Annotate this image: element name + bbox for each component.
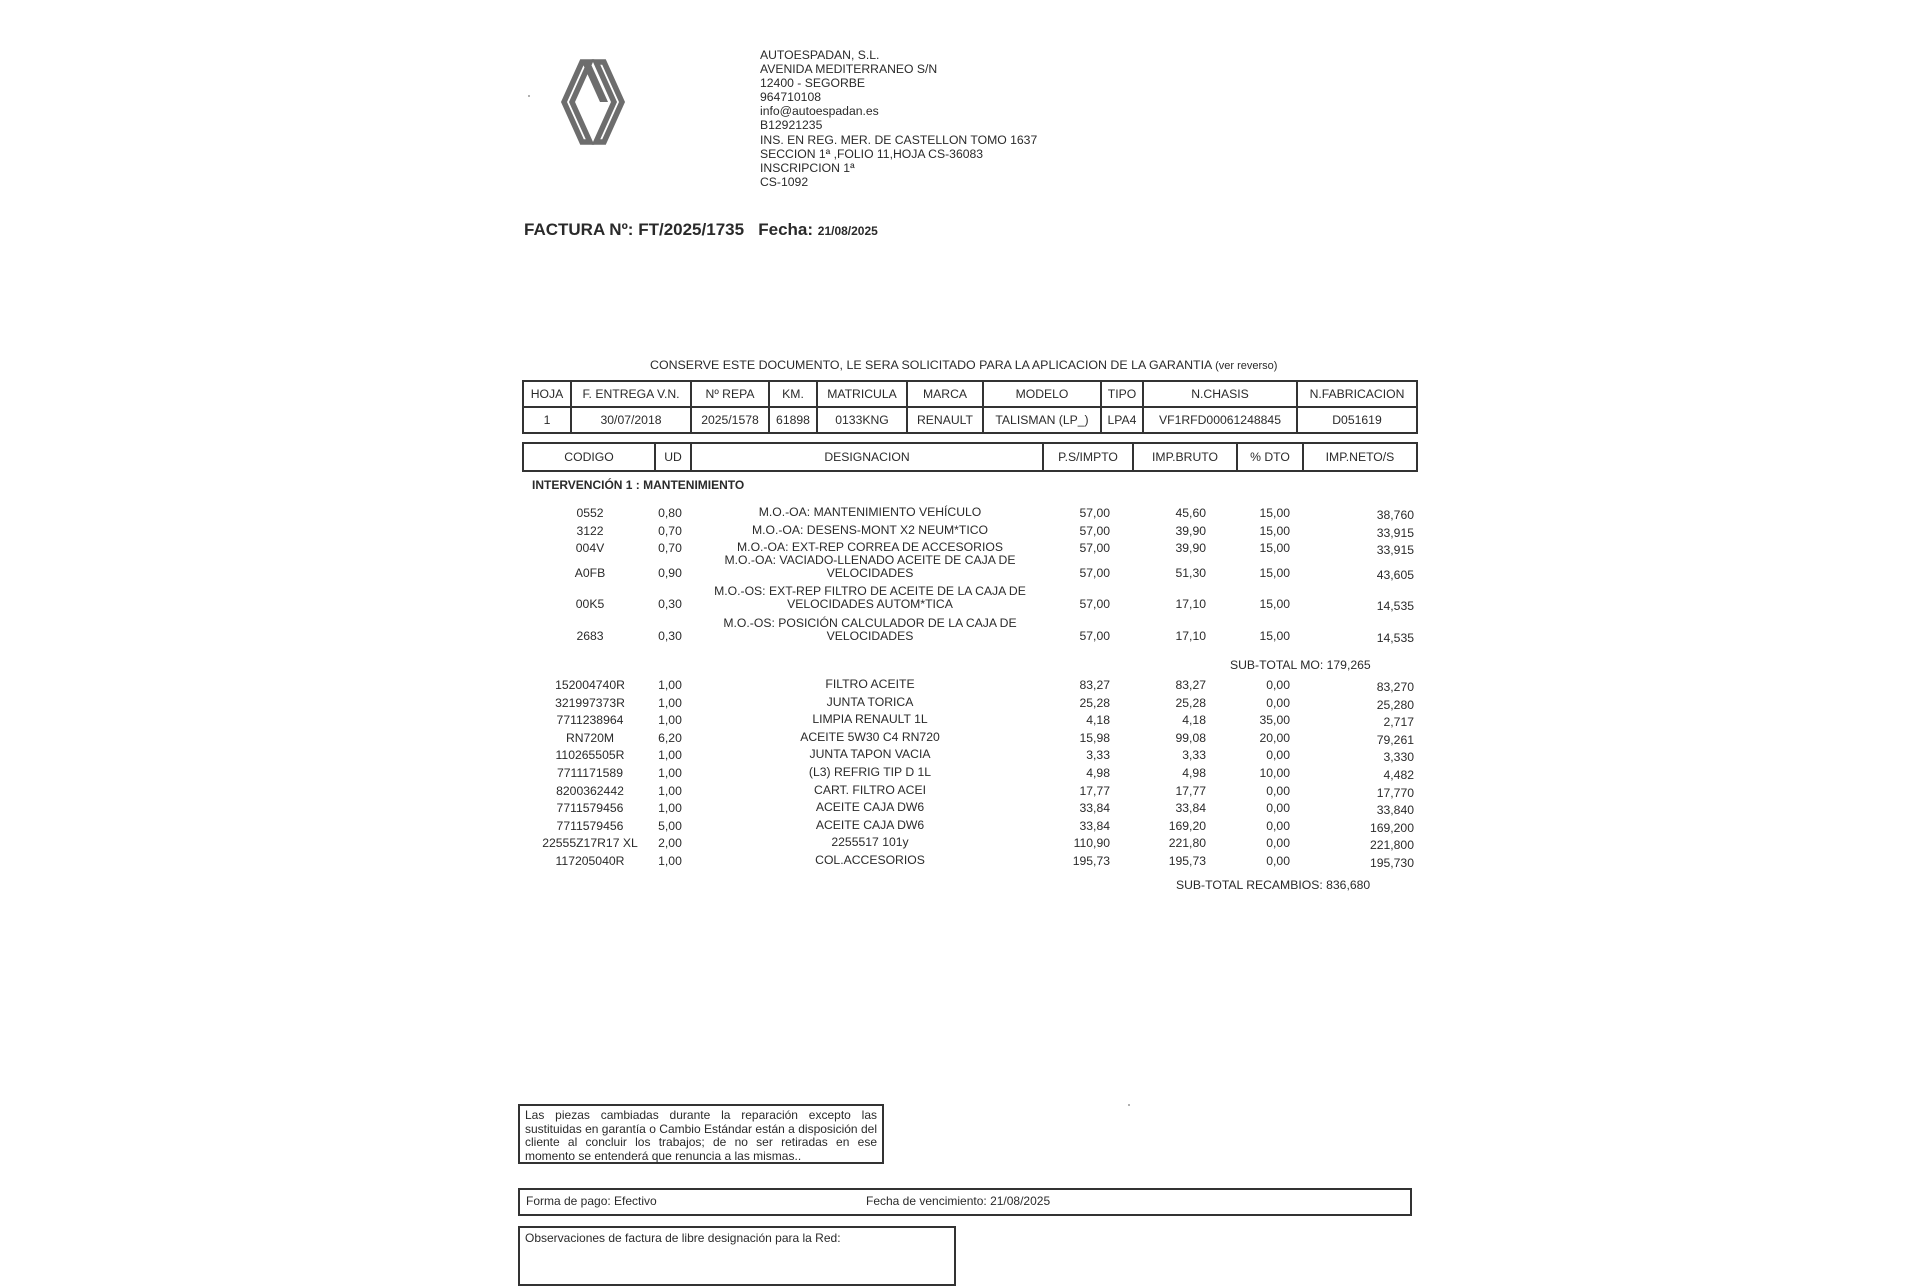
- line-designation-1: M.O.-OA: VACIADO-LLENADO ACEITE DE CAJA DE: [724, 553, 1016, 567]
- line-net: 38,760: [1376, 508, 1414, 522]
- line-discount: 0,00: [1266, 695, 1290, 710]
- line-code: 7711579456: [556, 801, 624, 816]
- line-net: 3,330: [1383, 750, 1414, 765]
- line-discount: 0,00: [1266, 818, 1290, 833]
- line-code: 110265505R: [555, 748, 625, 763]
- line-code: 8200362442: [556, 783, 624, 798]
- line-units: 0,30: [658, 629, 682, 643]
- line-discount: 15,00: [1259, 629, 1290, 643]
- line-price: 4,18: [1086, 713, 1110, 728]
- line-gross: 83,27: [1175, 678, 1206, 692]
- line-designation: [700, 617, 1040, 643]
- scan-speck: [1128, 1104, 1130, 1106]
- vehicle-table-header: [523, 381, 1417, 407]
- vehicle-table-row: [523, 407, 1417, 433]
- vehicle-cell: RENAULT: [907, 407, 983, 433]
- line-units: 0,70: [658, 541, 682, 555]
- line-gross: 17,10: [1175, 597, 1206, 611]
- vehicle-header-cell: KM.: [769, 381, 817, 407]
- vehicle-cell: LPA4: [1101, 407, 1143, 433]
- company-code: CS-1092: [760, 174, 809, 189]
- line-discount: 15,00: [1259, 597, 1290, 611]
- line-designation: [700, 554, 1040, 580]
- line-code: 7711171589: [557, 766, 623, 780]
- line-units: 1,00: [658, 678, 682, 692]
- vehicle-table: [522, 380, 1418, 434]
- line-units: 0,70: [658, 524, 682, 538]
- vehicle-cell: 61898: [769, 407, 817, 433]
- line-gross: 17,10: [1175, 629, 1206, 643]
- vehicle-cell: 1: [523, 407, 571, 433]
- line-net: 4,482: [1383, 768, 1414, 782]
- company-section: SECCION 1ª ,FOLIO 11,HOJA CS-36083: [760, 146, 984, 161]
- payment-due-date: Fecha de vencimiento: 21/08/2025: [866, 1194, 1051, 1208]
- line-net: 17,770: [1376, 785, 1414, 800]
- line-gross: 195,73: [1168, 854, 1206, 868]
- line-discount: 0,00: [1266, 801, 1290, 816]
- line-price: 33,84: [1079, 801, 1110, 816]
- line-discount: 15,00: [1259, 566, 1290, 580]
- line-units: 1,00: [658, 695, 682, 710]
- line-gross: 4,98: [1182, 766, 1206, 780]
- invoice-number: FT/2025/1735: [638, 220, 745, 239]
- line-net: 169,200: [1369, 820, 1414, 835]
- line-designation: ACEITE CAJA DW6: [815, 800, 925, 815]
- line-net: 43,605: [1376, 568, 1414, 582]
- line-net: 14,535: [1376, 631, 1414, 645]
- line-price: 15,98: [1079, 730, 1110, 745]
- line-discount: 15,00: [1259, 524, 1290, 538]
- line-discount: 0,00: [1266, 783, 1290, 798]
- line-designation-1: M.O.-OS: POSICIÓN CALCULADOR DE LA CAJA DE: [723, 616, 1017, 630]
- line-discount: 0,00: [1266, 678, 1290, 692]
- section-title: INTERVENCIÓN 1 : MANTENIMIENTO: [532, 478, 745, 492]
- line-code: 7711238964: [556, 713, 624, 728]
- payment-method: Forma de pago: Efectivo: [526, 1194, 657, 1208]
- line-discount: 15,00: [1259, 541, 1290, 555]
- line-code: 117205040R: [555, 854, 625, 868]
- vehicle-cell: D051619: [1297, 407, 1417, 433]
- line-net: 195,730: [1369, 856, 1414, 870]
- company-phone: 964710108: [760, 90, 822, 105]
- subtotal-parts: SUB-TOTAL RECAMBIOS: 836,680: [1176, 878, 1371, 892]
- line-net: 83,270: [1376, 680, 1414, 694]
- line-gross: 45,60: [1175, 506, 1206, 520]
- line-price: 57,00: [1079, 524, 1110, 538]
- vehicle-header-cell: TIPO: [1101, 381, 1143, 407]
- line-discount: 20,00: [1259, 730, 1290, 745]
- line-gross: 39,90: [1175, 524, 1206, 538]
- line-designation-2: VELOCIDADES: [826, 629, 914, 643]
- line-gross: 3,33: [1182, 748, 1206, 763]
- vehicle-cell: VF1RFD00061248845: [1143, 407, 1297, 433]
- line-units: 1,00: [658, 766, 682, 780]
- line-designation: CART. FILTRO ACEI: [814, 782, 926, 797]
- line-price: 57,00: [1079, 541, 1110, 555]
- lines-header-table: [522, 442, 1418, 472]
- line-discount: 10,00: [1259, 766, 1290, 780]
- line-discount: 0,00: [1266, 748, 1290, 763]
- line-designation-2: VELOCIDADES: [826, 566, 914, 580]
- line-discount: 0,00: [1266, 854, 1290, 868]
- vehicle-header-cell: N.CHASIS: [1143, 381, 1297, 407]
- lines-header-net: IMP.NETO/S: [1303, 443, 1417, 471]
- invoice-header: [524, 220, 878, 240]
- line-code: A0FB: [574, 566, 606, 580]
- company-cif: B12921235: [760, 118, 823, 133]
- line-designation: (L3) REFRIG TIP D 1L: [808, 765, 932, 779]
- vehicle-header-cell: MARCA: [907, 381, 983, 407]
- vehicle-header-cell: MATRICULA: [817, 381, 907, 407]
- lines-header-code: CODIGO: [523, 443, 655, 471]
- line-units: 0,90: [658, 566, 682, 580]
- line-price: 83,27: [1079, 678, 1110, 692]
- line-code: 00K5: [575, 597, 605, 611]
- line-units: 1,00: [658, 801, 682, 816]
- line-code: 2683: [576, 629, 604, 643]
- line-gross: 4,18: [1182, 713, 1206, 728]
- invoice-number-label: FACTURA Nº:: [524, 220, 634, 239]
- line-units: 1,00: [658, 748, 682, 763]
- line-designation: [700, 585, 1040, 611]
- line-designation: JUNTA TAPON VACIA: [809, 747, 931, 762]
- payment-box: [518, 1188, 1412, 1216]
- line-code: 152004740R: [555, 678, 625, 692]
- parts-note-box: Las piezas cambiadas durante la reparación excepto las sustituidas en garantía o Cambio Estándar están a disposición del cliente al concluir los trabajos; de no ser retiradas en ese momento se entenderá que renuncia a las mismas..: [518, 1104, 884, 1164]
- company-address: AVENIDA MEDITERRANEO S/N: [760, 62, 938, 77]
- line-price: 57,00: [1079, 597, 1110, 611]
- line-price: 195,73: [1072, 854, 1110, 868]
- line-net: 79,261: [1376, 732, 1414, 747]
- vehicle-cell: 30/07/2018: [571, 407, 691, 433]
- lines-header-gross: IMP.BRUTO: [1133, 443, 1237, 471]
- lines-header-ud: UD: [655, 443, 691, 471]
- vehicle-header-cell: N.FABRICACION: [1297, 381, 1417, 407]
- line-price: 3,33: [1086, 748, 1110, 763]
- line-gross: 25,28: [1175, 695, 1206, 710]
- line-price: 4,98: [1086, 766, 1110, 780]
- vehicle-header-cell: Nº REPA: [691, 381, 769, 407]
- vehicle-cell: TALISMAN (LP_): [983, 407, 1101, 433]
- line-designation-2: VELOCIDADES AUTOM*TICA: [787, 597, 953, 611]
- vehicle-cell: 2025/1578: [691, 407, 769, 433]
- line-designation: ACEITE 5W30 C4 RN720: [800, 729, 940, 744]
- line-gross: 221,80: [1168, 836, 1206, 851]
- line-price: 17,77: [1079, 783, 1110, 798]
- line-price: 57,00: [1079, 629, 1110, 643]
- company-email: info@autoespadan.es: [760, 104, 879, 119]
- lines-header-row: [523, 443, 1417, 471]
- line-designation: FILTRO ACEITE: [825, 677, 915, 691]
- line-designation: [700, 506, 1040, 519]
- line-price: 33,84: [1079, 818, 1110, 833]
- line-gross: 51,30: [1175, 566, 1206, 580]
- line-discount: 0,00: [1266, 836, 1290, 851]
- company-registry: INS. EN REG. MER. DE CASTELLON TOMO 1637: [760, 132, 1038, 147]
- subtotal-labour: SUB-TOTAL MO: 179,265: [1230, 658, 1371, 672]
- line-code: 004V: [575, 541, 605, 555]
- line-net: 33,915: [1376, 526, 1414, 540]
- company-inscription: INSCRIPCION 1ª: [760, 160, 855, 175]
- line-gross: 169,20: [1168, 818, 1206, 833]
- line-designation-1: M.O.-OS: EXT-REP FILTRO DE ACEITE DE LA CAJA DE: [714, 584, 1026, 598]
- line-units: 6,20: [658, 730, 682, 745]
- line-gross: 99,08: [1175, 730, 1206, 745]
- vehicle-header-cell: HOJA: [523, 381, 571, 407]
- line-price: 25,28: [1079, 695, 1110, 710]
- line-code: 7711579456: [556, 818, 624, 833]
- warranty-notice-text: CONSERVE ESTE DOCUMENTO, LE SERA SOLICITADO PARA LA APLICACION DE LA GARANTIA: [650, 358, 1212, 372]
- scan-speck: [528, 95, 530, 97]
- lines-header-discount: % DTO: [1237, 443, 1303, 471]
- line-units: 0,30: [658, 597, 682, 611]
- line-designation-1: M.O.-OA: EXT-REP CORREA DE ACCESORIOS: [737, 540, 1003, 554]
- line-net: 33,840: [1376, 803, 1414, 818]
- renault-logo: [560, 58, 630, 146]
- line-units: 1,00: [658, 783, 682, 798]
- invoice-date-label: Fecha:: [758, 220, 814, 239]
- line-net: 2,717: [1383, 715, 1414, 730]
- line-designation: JUNTA TORICA: [826, 694, 914, 709]
- line-units: 1,00: [658, 854, 682, 868]
- warranty-notice: [650, 358, 1277, 372]
- line-code: 321997373R: [555, 695, 625, 710]
- line-designation: ACEITE CAJA DW6: [815, 817, 925, 832]
- observations-box: Observaciones de factura de libre designación para la Red:: [518, 1226, 956, 1286]
- invoice-date: 21/08/2025: [817, 224, 878, 238]
- line-designation: LIMPIA RENAULT 1L: [812, 712, 928, 727]
- line-price: 57,00: [1079, 506, 1110, 520]
- line-discount: 35,00: [1259, 713, 1290, 728]
- line-code: 3122: [576, 524, 604, 538]
- line-code: 0552: [576, 506, 604, 520]
- line-net: 14,535: [1376, 599, 1414, 613]
- line-code: 22555Z17R17 XL: [542, 836, 638, 851]
- line-net: 221,800: [1369, 838, 1414, 853]
- line-units: 2,00: [658, 836, 682, 851]
- line-gross: 39,90: [1175, 541, 1206, 555]
- line-code: RN720M: [565, 730, 615, 745]
- line-units: 0,80: [658, 506, 682, 520]
- line-gross: 33,84: [1175, 801, 1206, 816]
- line-discount: 15,00: [1259, 506, 1290, 520]
- company-name: AUTOESPADAN, S.L.: [760, 48, 880, 62]
- line-units: 1,00: [658, 713, 682, 728]
- line-net: 33,915: [1376, 543, 1414, 557]
- vehicle-cell: 0133KNG: [817, 407, 907, 433]
- lines-header-designation: DESIGNACION: [691, 443, 1043, 471]
- line-price: 110,90: [1073, 836, 1110, 851]
- lines-header-price: P.S/IMPTO: [1043, 443, 1133, 471]
- line-designation: 2255517 101y: [831, 835, 909, 850]
- line-designation-1: M.O.-OA: MANTENIMIENTO VEHÍCULO: [758, 505, 982, 519]
- line-units: 5,00: [658, 818, 682, 833]
- line-designation: [700, 524, 1040, 537]
- line-gross: 17,77: [1175, 783, 1206, 798]
- vehicle-header-cell: F. ENTREGA V.N.: [571, 381, 691, 407]
- company-info: [760, 48, 1037, 189]
- vehicle-header-cell: MODELO: [983, 381, 1101, 407]
- company-city: 12400 - SEGORBE: [760, 76, 865, 91]
- line-designation: COL.ACCESORIOS: [815, 853, 925, 867]
- line-net: 25,280: [1376, 697, 1414, 712]
- line-price: 57,00: [1079, 566, 1110, 580]
- warranty-notice-suffix: (ver reverso): [1215, 360, 1278, 372]
- line-designation-1: M.O.-OA: DESENS-MONT X2 NEUM*TICO: [751, 523, 989, 537]
